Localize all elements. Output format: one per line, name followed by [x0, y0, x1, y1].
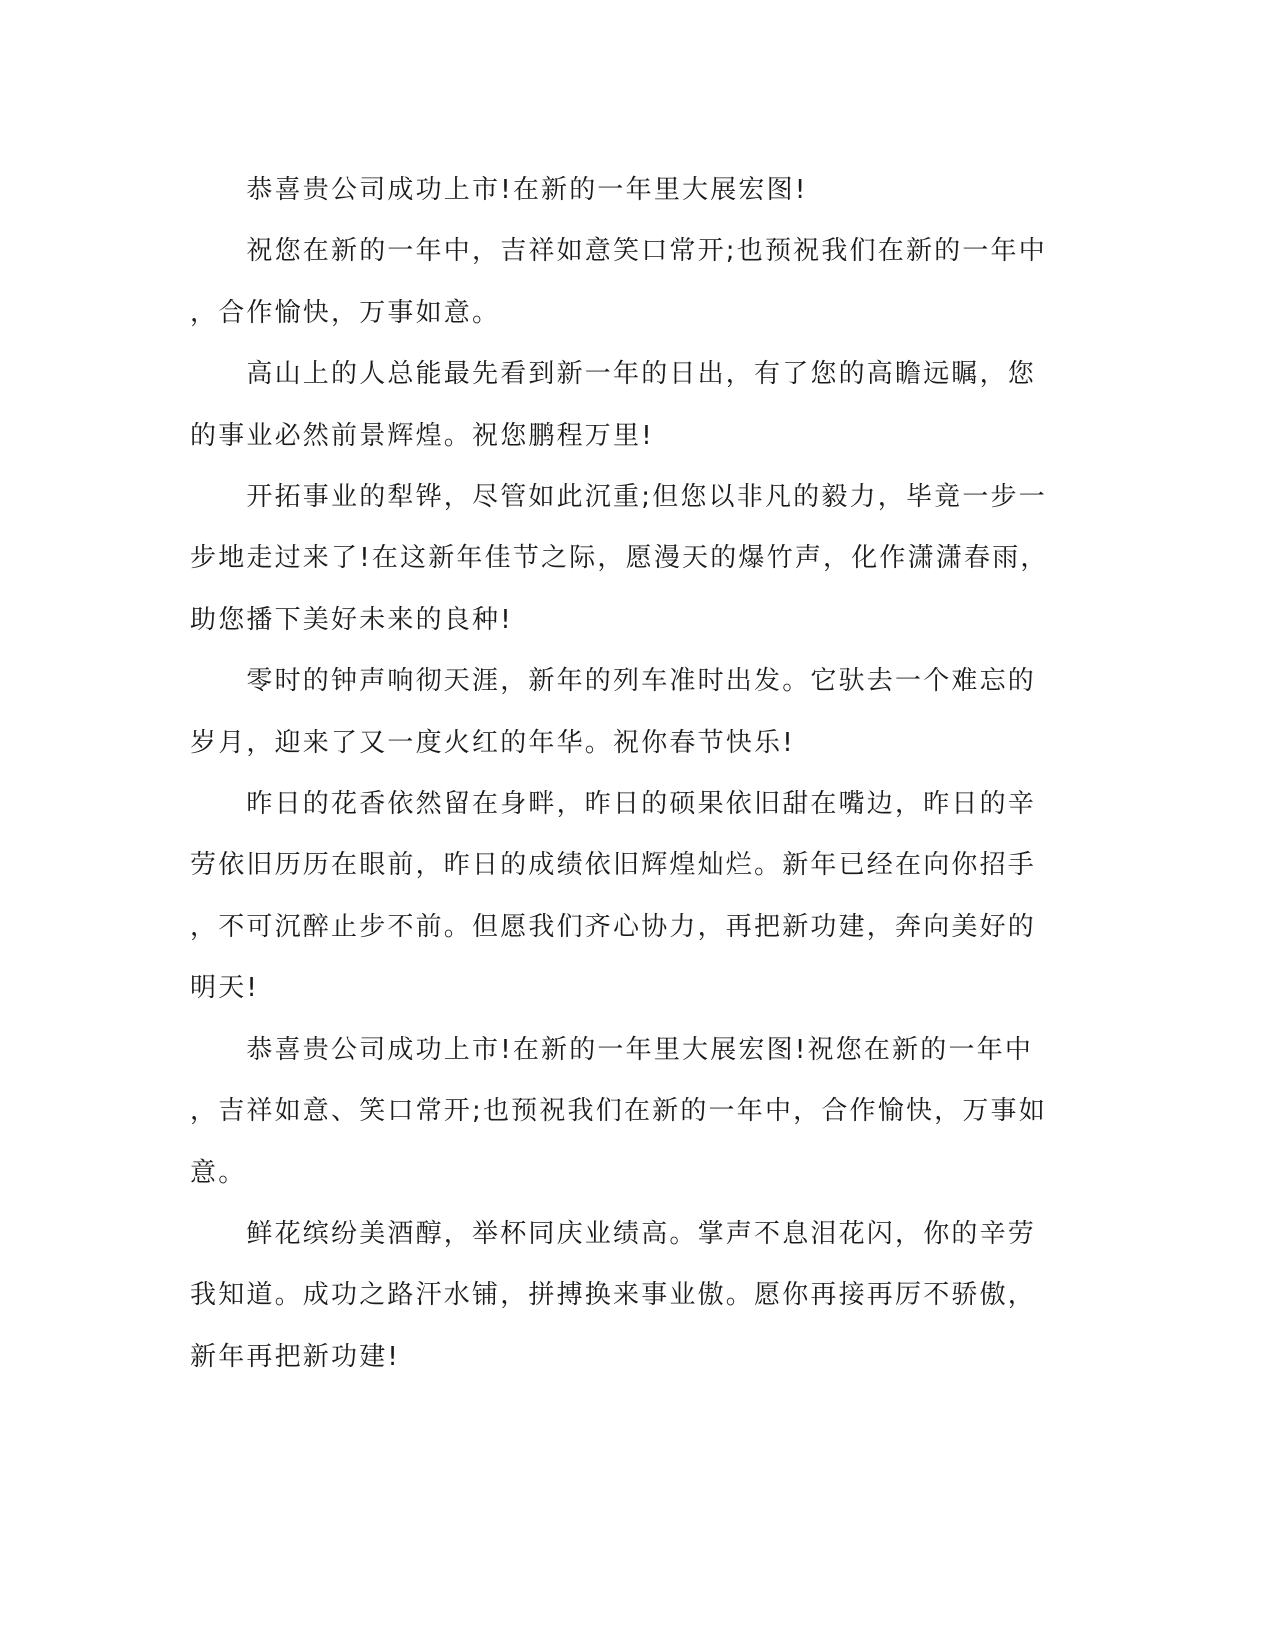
- paragraph-2: 祝您在新的一年中，吉祥如意笑口常开;也预祝我们在新的一年中 ，合作愉快，万事如意。: [190, 236, 1047, 328]
- document-body: [190, 160, 1080, 1388]
- paragraph-4: 开拓事业的犁铧，尽管如此沉重;但您以非凡的毅力，毕竟一步一 步地走过来了!在这新年佳节之际，愿漫天的爆竹声，化作潇潇春雨， 助您播下美好未来的良种!: [190, 482, 1049, 635]
- paragraph-5: 零时的钟声响彻天涯，新年的列车准时出发。它驮去一个难忘的 岁月，迎来了又一度火红的年华。祝你春节快乐!: [190, 666, 1037, 758]
- paragraph-3: 高山上的人总能最先看到新一年的日出，有了您的高瞻远瞩，您 的事业必然前景辉煌。祝您鹏程万里!: [190, 359, 1037, 451]
- paragraph-7: 恭喜贵公司成功上市!在新的一年里大展宏图!祝您在新的一年中 ，吉祥如意、笑口常开;也预祝我们在新的一年中，合作愉快，万事如 意。: [190, 1034, 1047, 1188]
- paragraph-6: 昨日的花香依然留在身畔，昨日的硕果依旧甜在嘴边，昨日的辛 劳依旧历历在眼前，昨日的成绩依旧辉煌灿烂。新年已经在向你招手 ，不可沉醉止步不前。但愿我们齐心协力，再把新功建，奔向美好的 明天!: [190, 789, 1037, 1004]
- paragraph-8: 鲜花缤纷美酒醇，举杯同庆业绩高。掌声不息泪花闪，你的辛劳 我知道。成功之路汗水铺，拼搏换来事业傲。愿你再接再厉不骄傲， 新年再把新功建!: [190, 1218, 1037, 1372]
- paragraph-1: 恭喜贵公司成功上市!在新的一年里大展宏图!: [190, 175, 808, 205]
